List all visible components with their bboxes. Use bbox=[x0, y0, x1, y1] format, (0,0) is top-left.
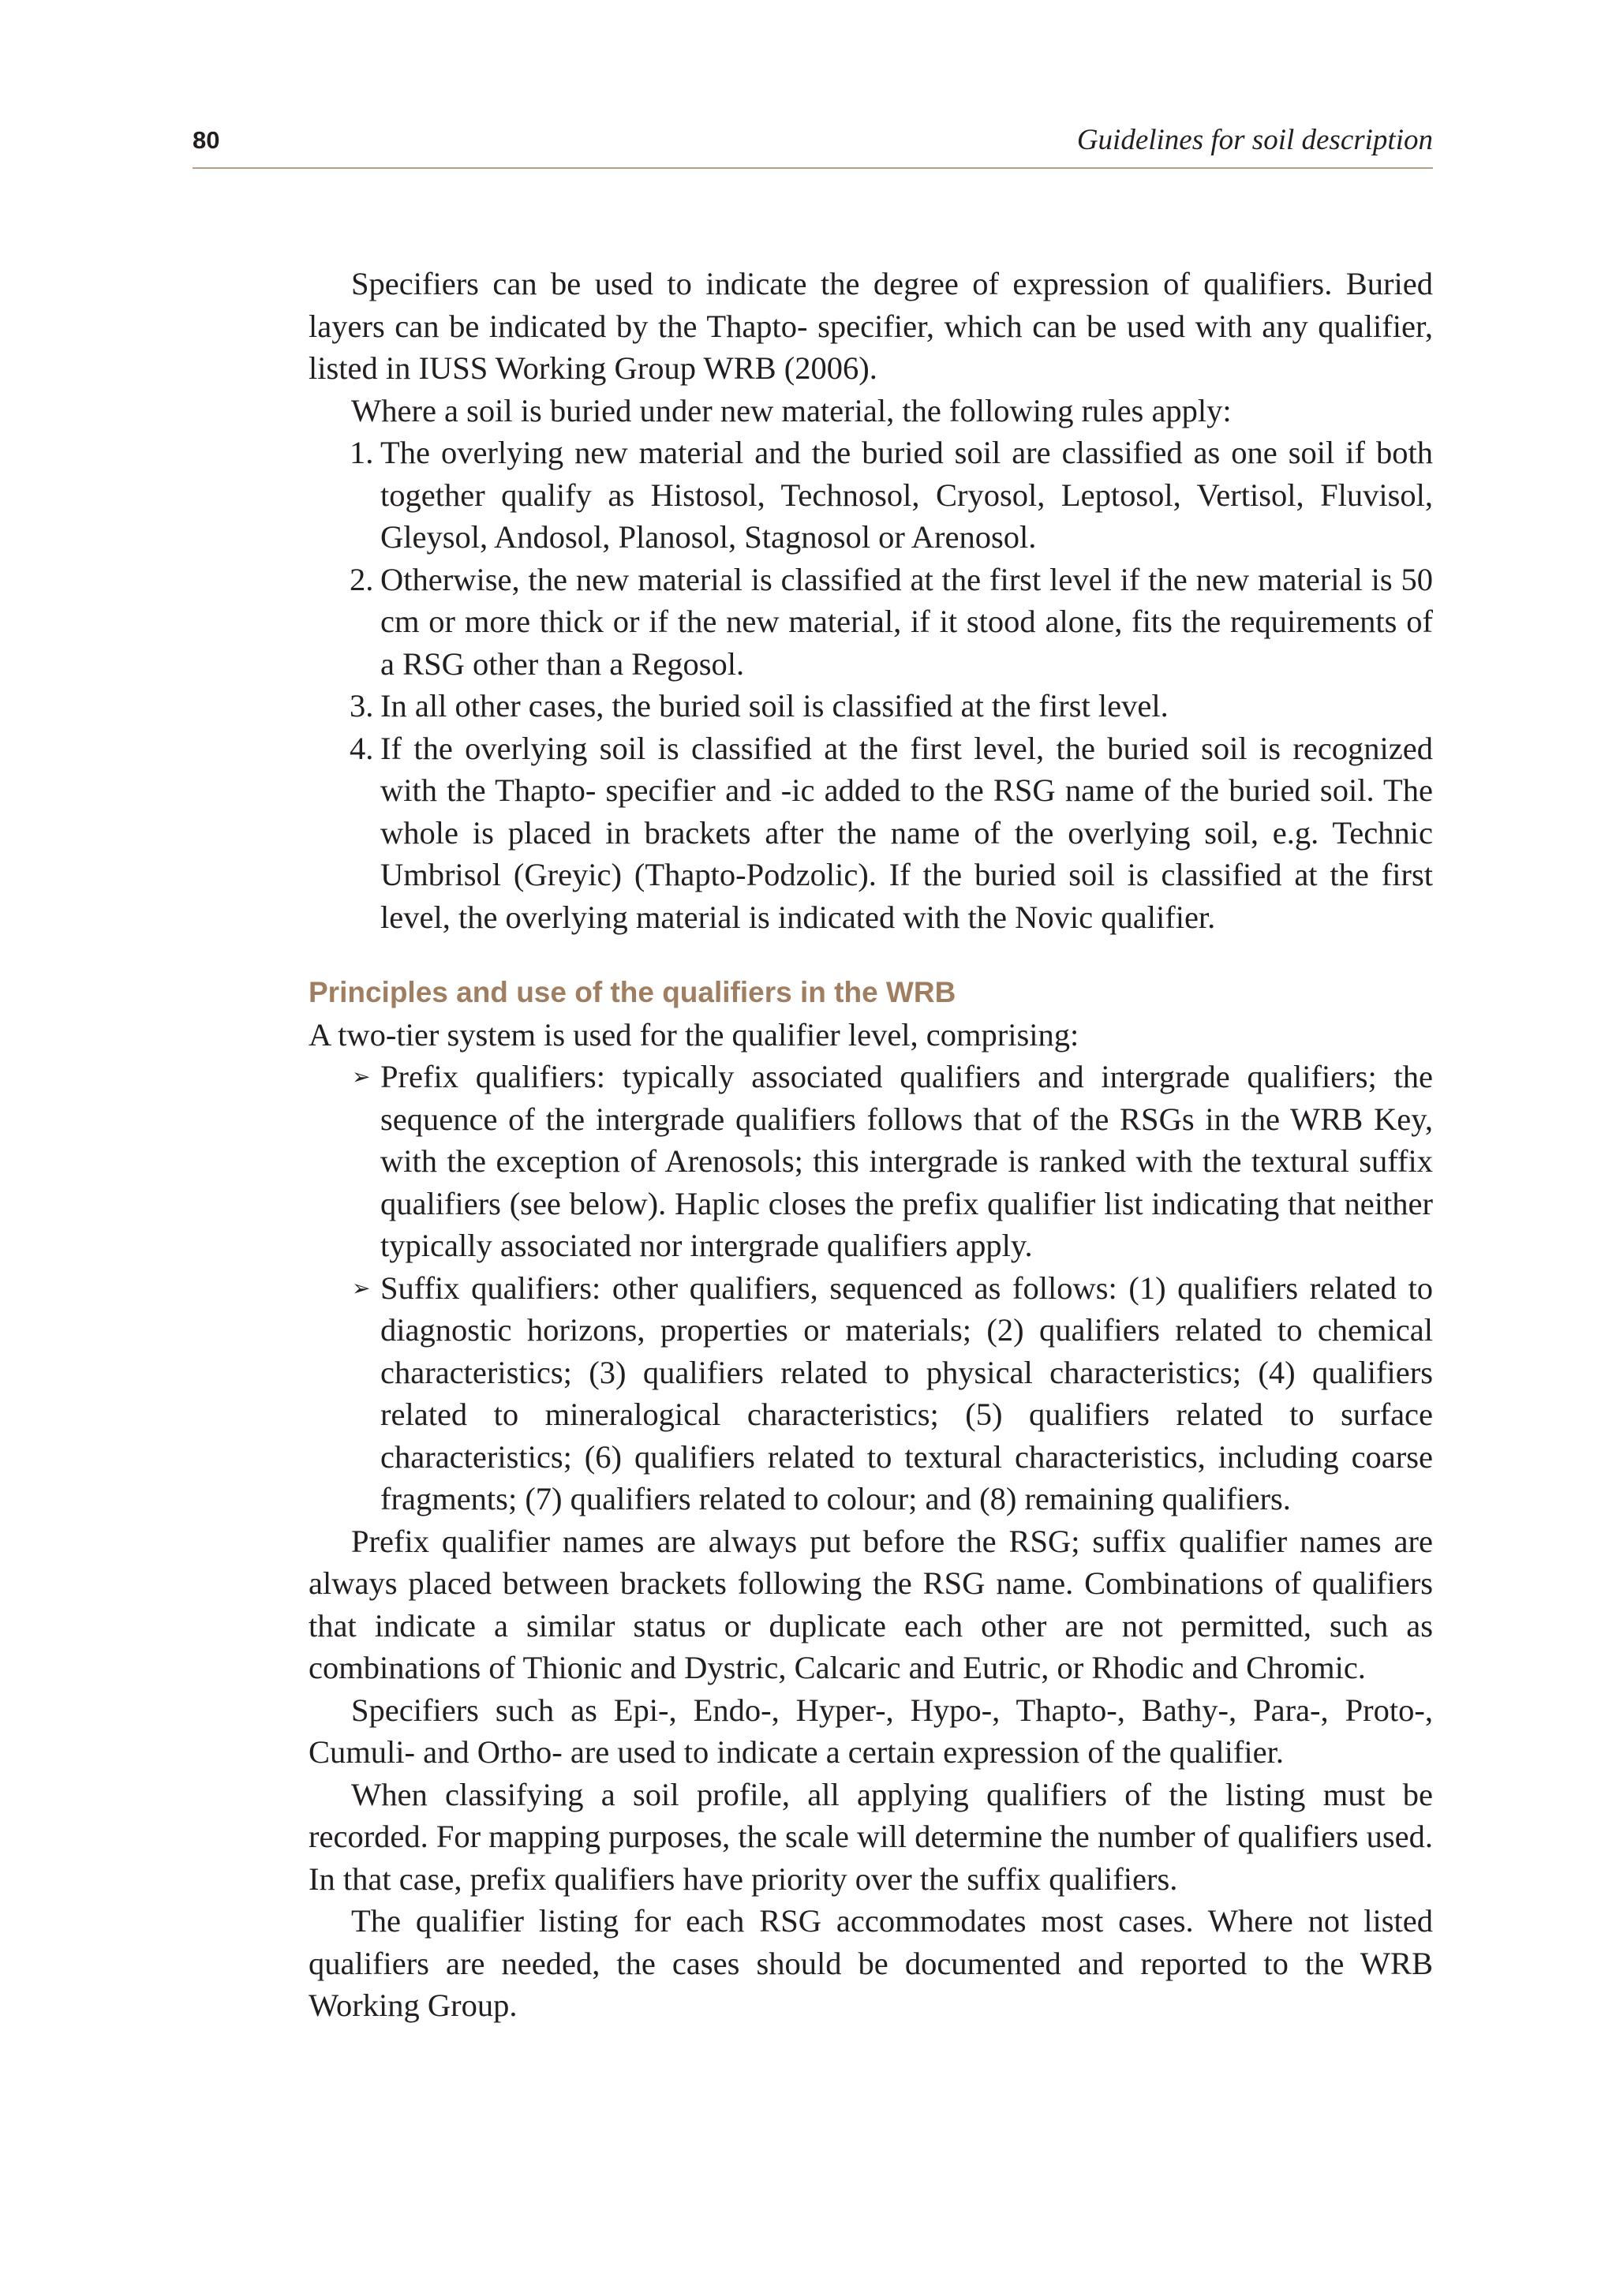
page-body bbox=[309, 263, 1433, 2027]
arrow-bullet-icon: ➢ bbox=[352, 1274, 371, 1301]
bullet-text: Suffix qualifiers: other qualifiers, sequenced as follows: (1) qualifiers related to diagnostic horizons, properties or materials; (2) qualifiers related to chemical characteristics; (3) qualifiers related to physical characteristics; (4) qualifiers related to mineralogical characteristics; (5) qualifiers related to surface characteristics; (6) qualifiers related to textural characteristics, including coarse fragments; (7) qualifiers related to colour; and (8) remaining qualifiers. bbox=[380, 1270, 1433, 1516]
qualifier-bullet-item bbox=[352, 1056, 1433, 1267]
rule-number: 4. bbox=[350, 730, 374, 766]
body-paragraph: The qualifier listing for each RSG accommodates most cases. Where not listed qualifiers are needed, the cases should be documented and reported to the WRB Working Group. bbox=[309, 1903, 1433, 2023]
page-number: 80 bbox=[193, 126, 220, 154]
section-lead-paragraph: A two-tier system is used for the qualifier level, comprising: bbox=[309, 1016, 1079, 1053]
rule-text: If the overlying soil is classified at the first level, the buried soil is recognized with the Thapto- specifier and -ic added to the RSG name of the buried soil. The whole is placed in brackets after the name of the overlying soil, e.g. Technic Umbrisol (Greyic) (Thapto-Podzolic). If the buried soil is classified at the first level, the overlying material is indicated with the Novic qualifier. bbox=[380, 730, 1433, 935]
page-header bbox=[193, 118, 1433, 169]
body-paragraph: Prefix qualifier names are always put before the RSG; suffix qualifier names are always placed between brackets following the RSG name. Combinations of qualifiers that indicate a similar status or duplicate each other are not permitted, such as combinations of Thionic and Dystric, Calcaric and Eutric, or Rhodic and Chromic. bbox=[309, 1523, 1433, 1685]
rule-item bbox=[350, 727, 1433, 939]
rule-text: Otherwise, the new material is classified at the first level if the new material is 50 cm or more thick or if the new material, if it stood alone, fits the requirements of a RSG other than a Regosol. bbox=[380, 561, 1433, 682]
intro-paragraph-2: Where a soil is buried under new material, the following rules apply: bbox=[351, 392, 1232, 428]
rule-text: In all other cases, the buried soil is classified at the first level. bbox=[380, 688, 1169, 724]
arrow-bullet-icon: ➢ bbox=[352, 1064, 371, 1090]
rule-number: 1. bbox=[350, 435, 374, 470]
running-title: Guidelines for soil description bbox=[1076, 124, 1433, 156]
qualifier-bullet-item bbox=[352, 1267, 1433, 1520]
rule-item bbox=[350, 559, 1433, 686]
rule-text: The overlying new material and the buried soil are classified as one soil if both together qualify as Histosol, Technosol, Cryosol, Leptosol, Vertisol, Fluvisol, Gleysol, Andosol, Planosol, Stagnosol or Arenosol. bbox=[380, 435, 1433, 555]
buried-soil-rules-list bbox=[309, 432, 1433, 938]
body-paragraph: When classifying a soil profile, all applying qualifiers of the listing must be recorded. For mapping purposes, the scale will determine the number of qualifiers used. In that case, prefix qualifiers have priority over the suffix qualifiers. bbox=[309, 1776, 1433, 1897]
rule-item bbox=[350, 685, 1433, 727]
bullet-text: Prefix qualifiers: typically associated qualifiers and intergrade qualifiers; the sequence of the intergrade qualifiers follows that of the RSGs in the WRB Key, with the exception of Arenosols; this intergrade is ranked with the textural suffix qualifiers (see below). Haplic closes the prefix qualifier list indicating that neither typically associated nor intergrade qualifiers apply. bbox=[380, 1059, 1433, 1263]
section-heading: Principles and use of the qualifiers in the WRB bbox=[309, 976, 956, 1008]
intro-paragraph-1: Specifiers can be used to indicate the degree of expression of qualifiers. Buried layers can be indicated by the Thapto- specifier, which can be used with any qualifier, listed in IUSS Working Group WRB (2006). bbox=[309, 266, 1433, 386]
rule-number: 3. bbox=[350, 688, 374, 724]
body-paragraph: Specifiers such as Epi-, Endo-, Hyper-, Hypo-, Thapto-, Bathy-, Para-, Proto-, Cumuli- and Ortho- are used to indicate a certain expression of the qualifier. bbox=[309, 1692, 1433, 1770]
rule-number: 2. bbox=[350, 561, 374, 597]
qualifier-types-list bbox=[309, 1056, 1433, 1520]
rule-item bbox=[350, 432, 1433, 559]
